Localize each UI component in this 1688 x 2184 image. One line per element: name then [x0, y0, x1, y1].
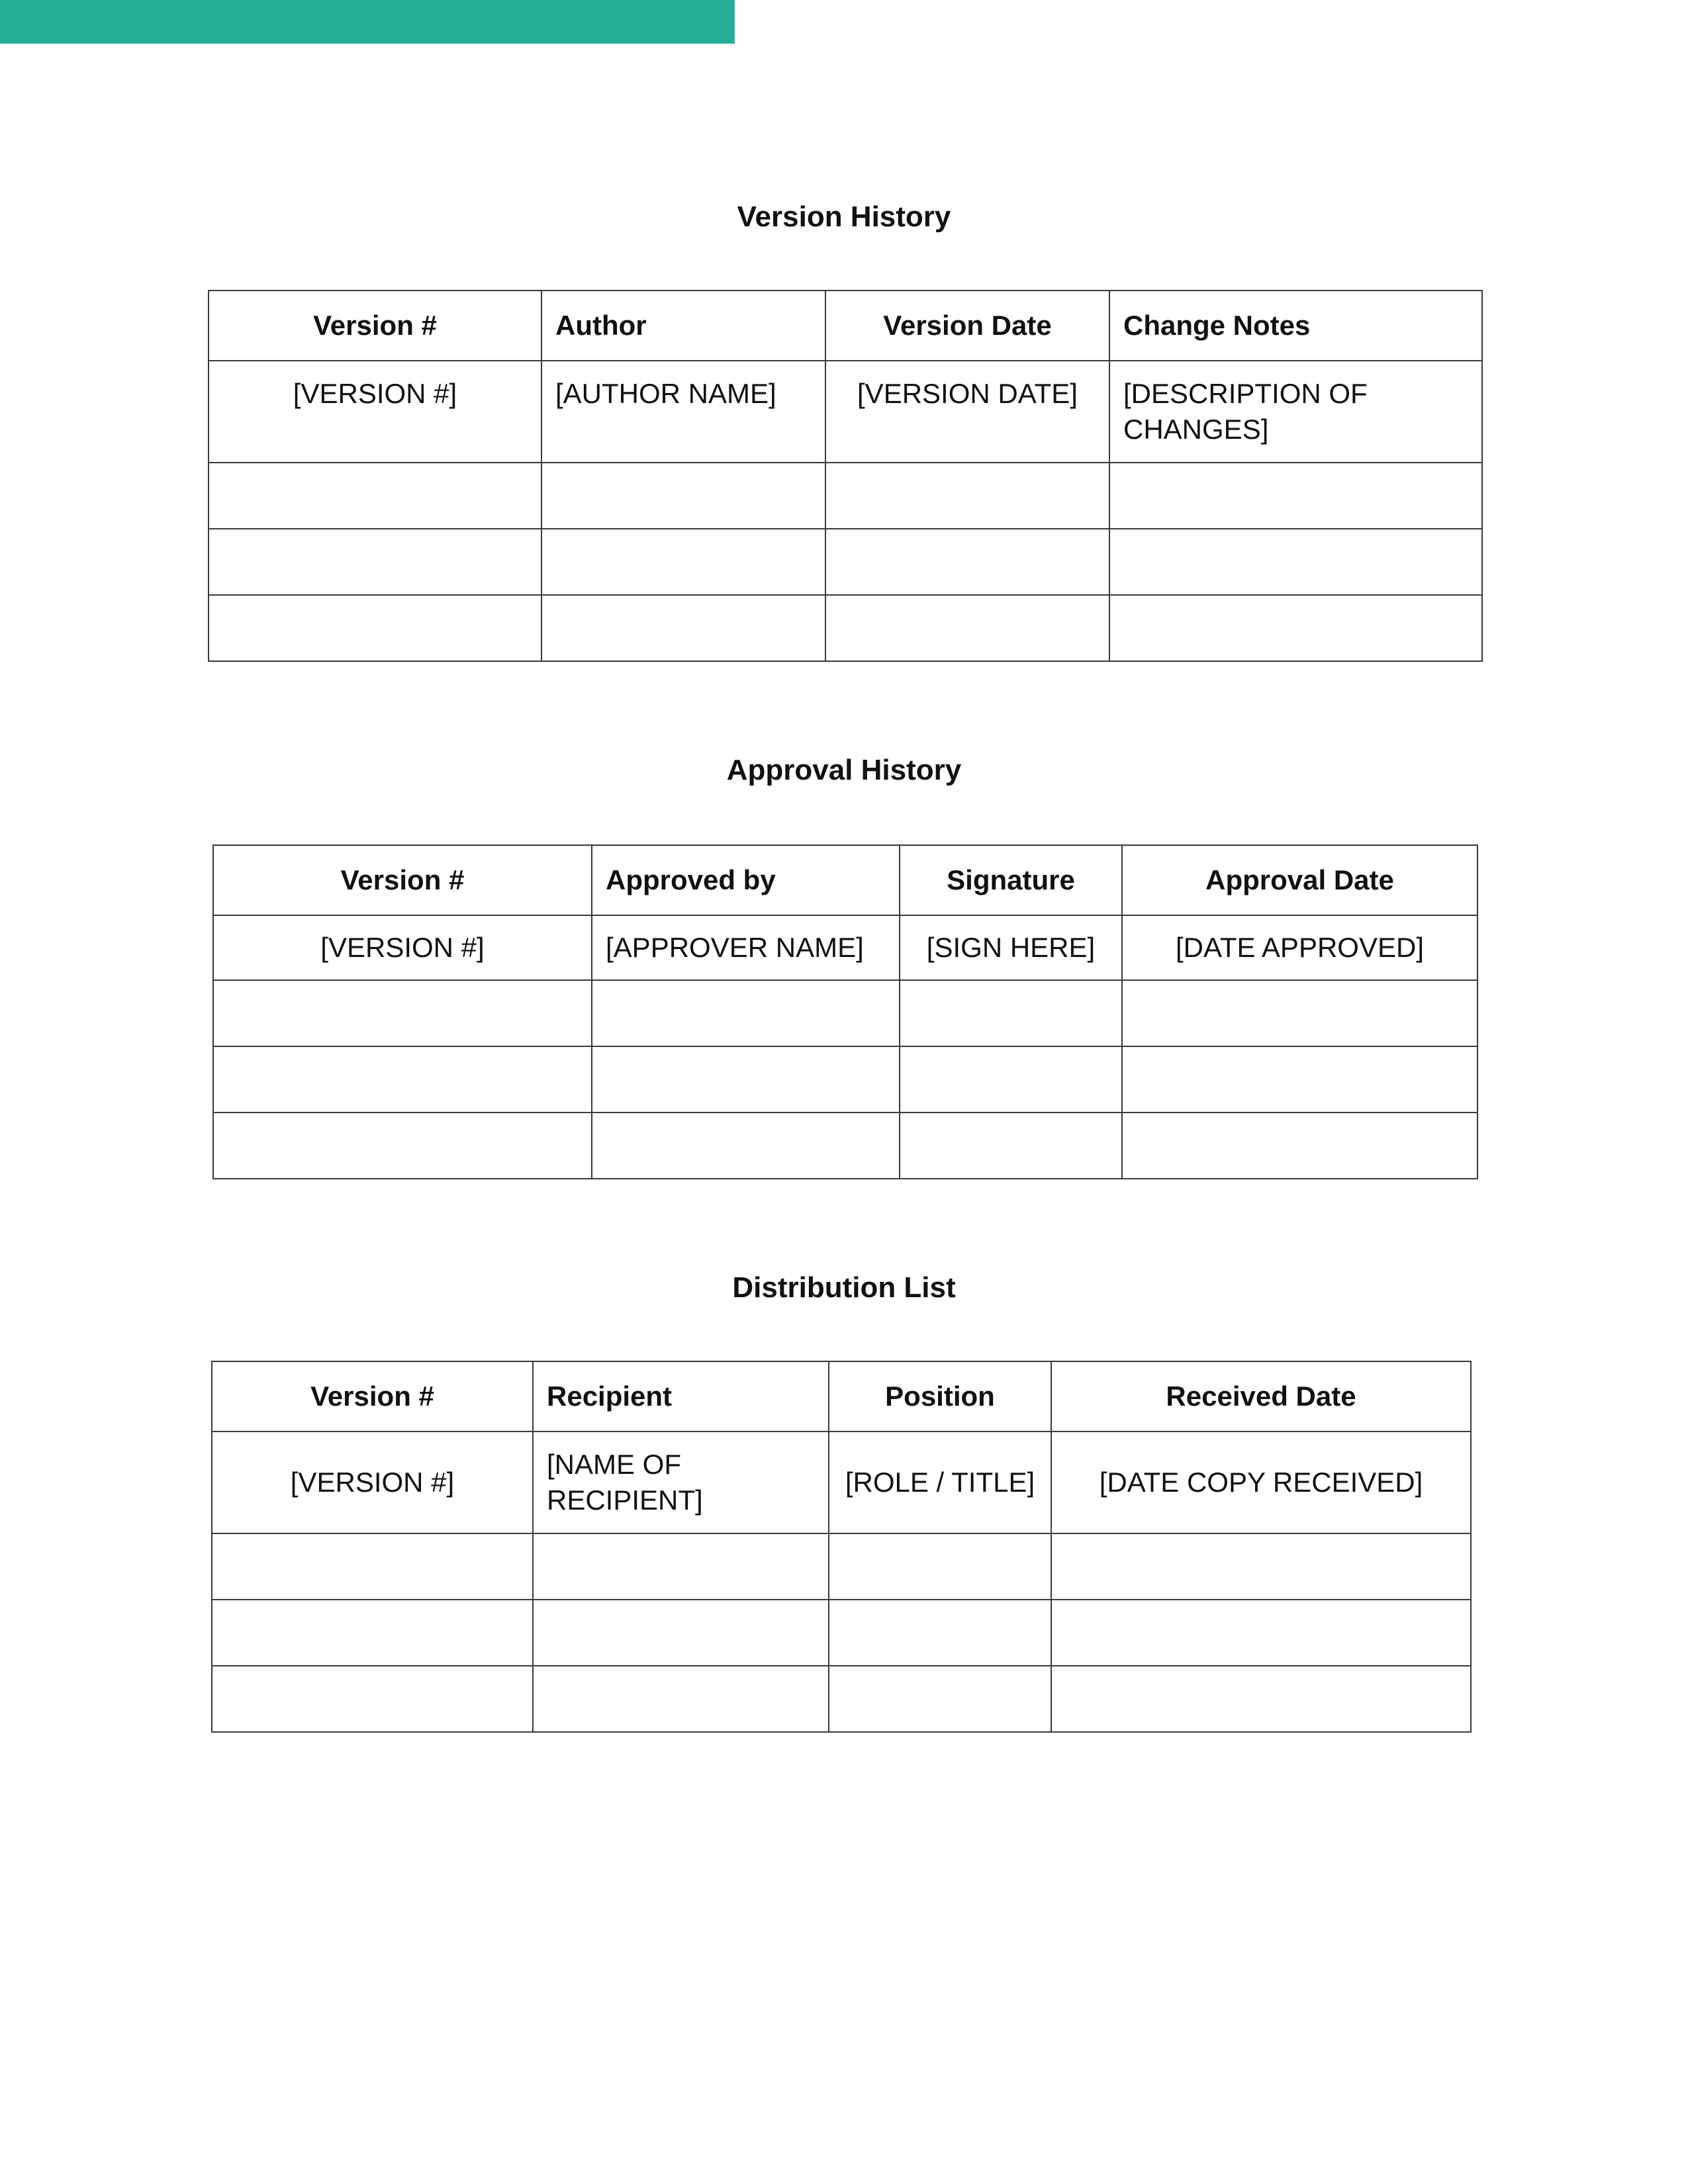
cell-change-notes[interactable]	[1109, 463, 1482, 529]
cell-version[interactable]	[213, 980, 592, 1046]
table-header-row	[213, 845, 1477, 915]
column-header-approved-by: Approved by	[592, 845, 900, 915]
cell-version[interactable]	[213, 1113, 592, 1179]
table-row	[213, 980, 1477, 1046]
cell-change-notes[interactable]	[1109, 529, 1482, 595]
column-header-position: Position	[829, 1361, 1051, 1432]
cell-position[interactable]	[829, 1666, 1051, 1732]
cell-approval-date[interactable]	[1122, 1113, 1477, 1179]
table-row	[213, 1113, 1477, 1179]
table-row	[209, 361, 1482, 463]
cell-version-date[interactable]: [VERSION DATE]	[825, 361, 1109, 463]
header-accent-bar	[0, 0, 735, 44]
column-header-version: Version #	[209, 291, 541, 361]
table-header-row	[212, 1361, 1471, 1432]
cell-version[interactable]: [VERSION #]	[213, 915, 592, 980]
distribution-list-title: Distribution List	[732, 1271, 956, 1304]
cell-version[interactable]	[212, 1666, 533, 1732]
table-row	[209, 463, 1482, 529]
column-header-recipient: Recipient	[533, 1361, 829, 1432]
table-row	[212, 1600, 1471, 1666]
cell-signature[interactable]	[900, 980, 1122, 1046]
column-header-version: Version #	[213, 845, 592, 915]
approval-history-title: Approval History	[726, 754, 962, 786]
cell-version[interactable]	[212, 1533, 533, 1600]
column-header-signature: Signature	[900, 845, 1122, 915]
table-row	[213, 915, 1477, 980]
cell-version[interactable]: [VERSION #]	[212, 1432, 533, 1533]
cell-approved-by[interactable]: [APPROVER NAME]	[592, 915, 900, 980]
cell-recipient[interactable]	[533, 1533, 829, 1600]
cell-position[interactable]	[829, 1533, 1051, 1600]
table-row	[212, 1533, 1471, 1600]
cell-version-date[interactable]	[825, 463, 1109, 529]
cell-approval-date[interactable]	[1122, 980, 1477, 1046]
cell-change-notes[interactable]	[1109, 595, 1482, 661]
cell-author[interactable]: [AUTHOR NAME]	[541, 361, 825, 463]
cell-version[interactable]	[209, 463, 541, 529]
cell-position[interactable]	[829, 1600, 1051, 1666]
table-row	[209, 529, 1482, 595]
approval-history-table	[212, 844, 1478, 1179]
cell-version[interactable]: [VERSION #]	[209, 361, 541, 463]
version-history-title: Version History	[737, 201, 951, 233]
column-header-author: Author	[541, 291, 825, 361]
table-header-row	[209, 291, 1482, 361]
table-row	[212, 1666, 1471, 1732]
cell-author[interactable]	[541, 595, 825, 661]
column-header-received-date: Received Date	[1051, 1361, 1471, 1432]
table-row	[212, 1432, 1471, 1533]
cell-change-notes[interactable]: [DESCRIPTION OF CHANGES]	[1109, 361, 1482, 463]
column-header-version-date: Version Date	[825, 291, 1109, 361]
cell-approved-by[interactable]	[592, 1046, 900, 1113]
cell-signature[interactable]: [SIGN HERE]	[900, 915, 1122, 980]
cell-version[interactable]	[213, 1046, 592, 1113]
cell-recipient[interactable]: [NAME OF RECIPIENT]	[533, 1432, 829, 1533]
cell-version[interactable]	[209, 595, 541, 661]
cell-received-date[interactable]	[1051, 1600, 1471, 1666]
cell-author[interactable]	[541, 463, 825, 529]
cell-version-date[interactable]	[825, 595, 1109, 661]
cell-signature[interactable]	[900, 1113, 1122, 1179]
cell-position[interactable]: [ROLE / TITLE]	[829, 1432, 1051, 1533]
column-header-version: Version #	[212, 1361, 533, 1432]
table-row	[213, 1046, 1477, 1113]
column-header-approval-date: Approval Date	[1122, 845, 1477, 915]
cell-recipient[interactable]	[533, 1666, 829, 1732]
distribution-list-table	[211, 1361, 1472, 1733]
cell-signature[interactable]	[900, 1046, 1122, 1113]
cell-author[interactable]	[541, 529, 825, 595]
cell-version[interactable]	[212, 1600, 533, 1666]
cell-received-date[interactable]	[1051, 1666, 1471, 1732]
cell-recipient[interactable]	[533, 1600, 829, 1666]
cell-approved-by[interactable]	[592, 1113, 900, 1179]
cell-approved-by[interactable]	[592, 980, 900, 1046]
cell-version[interactable]	[209, 529, 541, 595]
cell-received-date[interactable]: [DATE COPY RECEIVED]	[1051, 1432, 1471, 1533]
cell-received-date[interactable]	[1051, 1533, 1471, 1600]
table-row	[209, 595, 1482, 661]
cell-approval-date[interactable]	[1122, 1046, 1477, 1113]
cell-version-date[interactable]	[825, 529, 1109, 595]
cell-approval-date[interactable]: [DATE APPROVED]	[1122, 915, 1477, 980]
column-header-change-notes: Change Notes	[1109, 291, 1482, 361]
version-history-table	[208, 290, 1483, 662]
